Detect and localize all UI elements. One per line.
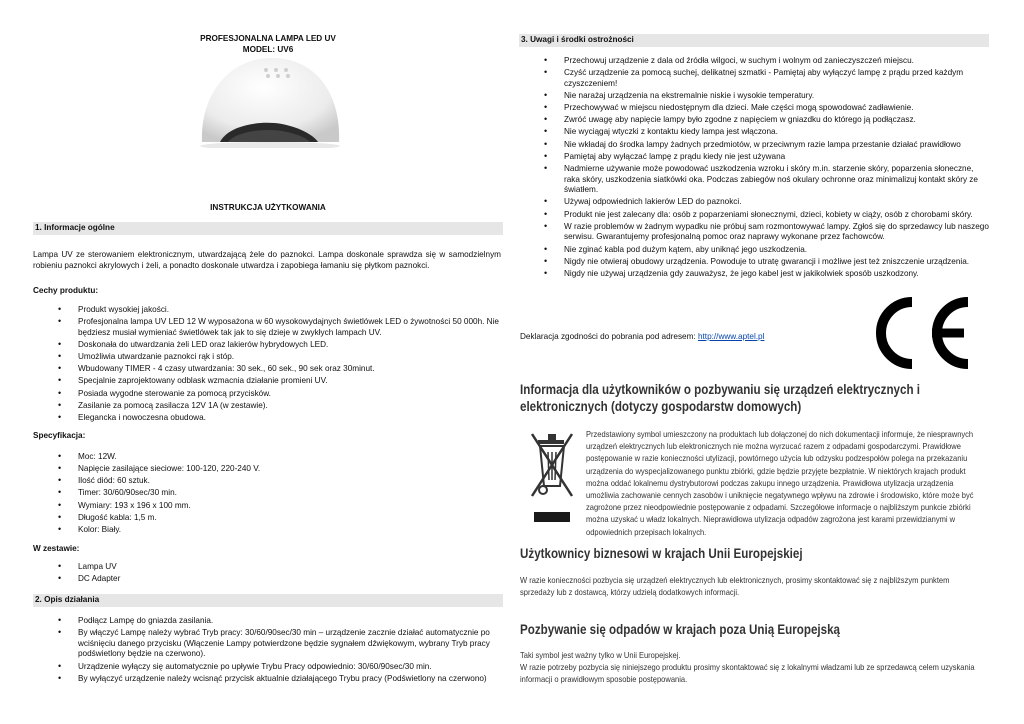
list-item: • By wyłączyć urządzenie należy wcisnąć przycisk aktualnie działającego Trybu pracy (Podświetlony na czerwono) bbox=[33, 674, 503, 685]
list-item: • Napięcie zasilające sieciowe: 100-120, 220-240 V. bbox=[33, 464, 503, 475]
list-item: • Doskonała do utwardzania żeli LED oraz lakierów hybrydowych LED. bbox=[33, 340, 503, 351]
list-item: • Wbudowany TIMER - 4 czasy utwardzania: 30 sek., 60 sek., 90 sek oraz 30minut. bbox=[33, 364, 503, 375]
business-heading: Użytkownicy biznesowi w krajach Unii Europejskiej bbox=[520, 546, 803, 561]
features-heading: Cechy produktu: bbox=[33, 286, 99, 295]
list-item: • Produkt wysokiej jakości. bbox=[33, 305, 503, 316]
spec-heading: Specyfikacja: bbox=[33, 431, 86, 440]
section-2-heading: 2. Opis działania bbox=[33, 594, 503, 607]
declaration-link[interactable]: http://www.aptel.pl bbox=[697, 332, 765, 341]
list-item: • DC Adapter bbox=[33, 574, 503, 585]
section-1-intro: Lampa UV ze sterowaniem elektronicznym, utwardzającą żele do paznokci. Lampa doskonale sprawdza się w samodzielnym robieniu paznokci akrylowych i żeli, a ponadto doskonale utwardza i zapobiega łamaniu się płytkom paznokci. bbox=[33, 250, 501, 270]
features-list bbox=[33, 305, 503, 425]
section-3-heading: 3. Uwagi i środki ostrożności bbox=[519, 34, 989, 47]
title-line-2: MODEL: UV6 bbox=[242, 44, 294, 54]
list-item: • Umożliwia utwardzanie paznokci rąk i stóp. bbox=[33, 352, 503, 363]
list-item: • W razie problemów w żadnym wypadku nie próbuj sam rozmontowywać lampy. Zgłoś się do sprzedawcy lub naszego serwisu. Gwarantujemy profesjonalną pomoc oraz naprawy wykonane przez fachowców. bbox=[519, 222, 989, 243]
list-item: • Używaj odpowiednich lakierów LED do paznokci. bbox=[519, 197, 989, 208]
operation-list bbox=[33, 616, 503, 686]
list-item: • Timer: 30/60/90sec/30 min. bbox=[33, 488, 503, 499]
precautions-list bbox=[519, 56, 989, 281]
list-item: • Długość kabla: 1,5 m. bbox=[33, 513, 503, 524]
business-body: W razie konieczności pozbycia się urządzeń elektrycznych lub elektronicznych, prosimy skontaktować się z najbliższym punktem sprzedaży lub z dostawcą, którzy udzielą dodatkowych informacji. bbox=[520, 575, 950, 598]
list-item: • Produkt nie jest zalecany dla: osób z poparzeniami słonecznymi, dzieci, kobiety w ciąży, osób z chorobami skóry. bbox=[519, 210, 989, 221]
list-item: • Elegancka i nowoczesna obudowa. bbox=[33, 413, 503, 424]
document-title bbox=[33, 34, 503, 55]
list-item: • Nigdy nie używaj urządzenia gdy zauważysz, że jego kabel jest w jakikolwiek sposób uszkodzony. bbox=[519, 269, 989, 280]
ce-mark-icon bbox=[868, 296, 974, 370]
disposal-heading: Informacja dla użytkowników o pozbywaniu się urządzeń elektrycznych i elektronicznych (dotyczy gospodarstw domowych) bbox=[520, 382, 921, 414]
title-line-1: PROFESJONALNA LAMPA LED UV bbox=[200, 34, 336, 43]
list-item: • Zwróć uwagę aby napięcie lampy było zgodne z napięciem w gniazdku do którego ją podłączasz. bbox=[519, 115, 989, 126]
list-item: • Moc: 12W. bbox=[33, 452, 503, 463]
list-item: • Pamiętaj aby wyłączać lampę z prądu kiedy nie jest używana bbox=[519, 152, 989, 163]
instruction-title: INSTRUKCJA UŻYTKOWANIA bbox=[210, 203, 326, 212]
list-item: • Przechowywać w miejscu niedostępnym dla dzieci. Małe części mogą spowodować zadławienie. bbox=[519, 103, 989, 114]
list-item: • Podłącz Lampę do gniazda zasilania. bbox=[33, 616, 503, 627]
uv-lamp-image bbox=[198, 56, 343, 148]
list-item: • Nie zginać kabla pod dużym kątem, aby uniknąć jego uszkodzenia. bbox=[519, 245, 989, 256]
list-item: • Kolor: Biały. bbox=[33, 525, 503, 536]
list-item: • Wymiary: 193 x 196 x 100 mm. bbox=[33, 501, 503, 512]
list-item: • Zasilanie za pomocą zasilacza 12V 1A (w zestawie). bbox=[33, 401, 503, 412]
kit-heading: W zestawie: bbox=[33, 544, 80, 553]
crossed-bin-icon bbox=[528, 428, 576, 526]
list-item: • Przechowuj urządzenie z dala od źródła wilgoci, w suchym i wolnym od zanieczyszczeń miejscu. bbox=[519, 56, 989, 67]
outside-eu-heading: Pozbywanie się odpadów w krajach poza Unią Europejską bbox=[520, 622, 841, 637]
disposal-body: Przedstawiony symbol umieszczony na produktach lub dołączonej do nich dokumentacji informuje, że niesprawnych urządzeń elektrycznych lub elektronicznych nie można wyrzucać razem z odpadami gospodarczymi. Prawidłowe postępowanie w razie konieczności utylizacji, powtórnego użycia lub odzysku podzespołów polega na przekazaniu urządzenia do wyspecjalizowanego punktu zbiórki, gdzie będzie przyjęte bezpłatnie. W niektórych krajach produkt można oddać lokalnemu dystrybutorowi podczas zakupu innego urządzenia. Prawidłowa utylizacja urządzenia umożliwia zachowanie cennych zasobów i uniknięcie negatywnego wpływu na zdrowie i środowisko, które może być zagrożone przez nieodpowiednie postępowanie z odpadami. Szczegółowe informacje o najbliższym punkcie zbiórki można uzyskać u władz lokalnych. Nieprawidłowa utylizacja odpadów zagrożona jest karami przewidzianymi w odpowiednich przepisach lokalnych. bbox=[586, 429, 974, 537]
section-1-heading: 1. Informacje ogólne bbox=[33, 222, 503, 235]
declaration-text: Deklaracja zgodności do pobrania pod adresem: bbox=[520, 332, 698, 341]
spec-list bbox=[33, 452, 503, 537]
list-item: • Specjalnie zaprojektowany odblask wzmacnia działanie promieni UV. bbox=[33, 376, 503, 387]
list-item: • By włączyć Lampę należy wybrać Tryb pracy: 30/60/90sec/30 min – urządzenie zacznie działać automatycznie po wciśnięciu danego przycisku (Włączenie Lampy potwierdzone będzie sygnałem dźwiękowym, wybrany Tryb pracy podświetlony będzie na czerwono). bbox=[33, 628, 503, 660]
list-item: • Nadmierne używanie może powodować uszkodzenia wzroku i skóry m.in. starzenie skóry, poparzenia słoneczne, raka skóry, uszkodzenia siatkówki oka. Podczas zabiegów noś okulary ochronne oraz minimalizuj kontakt skóry ze światłem. bbox=[519, 164, 989, 196]
list-item: • Nigdy nie otwieraj obudowy urządzenia. Powoduje to utratę gwarancji i możliwe jest też zniszczenie urządzenia. bbox=[519, 257, 989, 268]
list-item: • Ilość diód: 60 sztuk. bbox=[33, 476, 503, 487]
list-item: • Nie narażaj urządzenia na ekstremalnie niskie i wysokie temperatury. bbox=[519, 91, 989, 102]
list-item: • Urządzenie wyłączy się automatycznie po upływie Trybu Pracy odpowiednio: 30/60/90sec/30 min. bbox=[33, 662, 503, 673]
list-item: • Posiada wygodne sterowanie za pomocą przycisków. bbox=[33, 389, 503, 400]
outside-eu-body-1: Taki symbol jest ważny tylko w Unii Europejskej. bbox=[520, 650, 681, 660]
declaration-line bbox=[520, 332, 764, 343]
outside-eu-body-2: W razie potrzeby pozbycia się niniejszego produktu prosimy skontaktować się z lokalnymi władzami lub ze sprzedawcą celem uzyskania informacji o prawidłowym sposobie postępowania. bbox=[520, 662, 975, 685]
list-item: • Nie wkładaj do środka lampy żadnych przedmiotów, w przeciwnym razie lampa przestanie działać prawidłowo bbox=[519, 140, 989, 151]
kit-list bbox=[33, 562, 503, 586]
list-item: • Lampa UV bbox=[33, 562, 503, 573]
list-item: • Profesjonalna lampa UV LED 12 W wyposażona w 60 wysokowydajnych świetlówek LED o żywotności 50 000h. Nie będziesz musiał wymieniać świetlówek tak jak to się dzieje w zwykłych lampach UV. bbox=[33, 317, 503, 338]
weee-disposal-info bbox=[520, 378, 986, 688]
list-item: • Nie wyciągaj wtyczki z kontaktu kiedy lampa jest włączona. bbox=[519, 127, 989, 138]
list-item: • Czyść urządzenie za pomocą suchej, delikatnej szmatki - Pamiętaj aby wyłączyć lampę z prądu przed każdym czyszczeniem! bbox=[519, 68, 989, 89]
